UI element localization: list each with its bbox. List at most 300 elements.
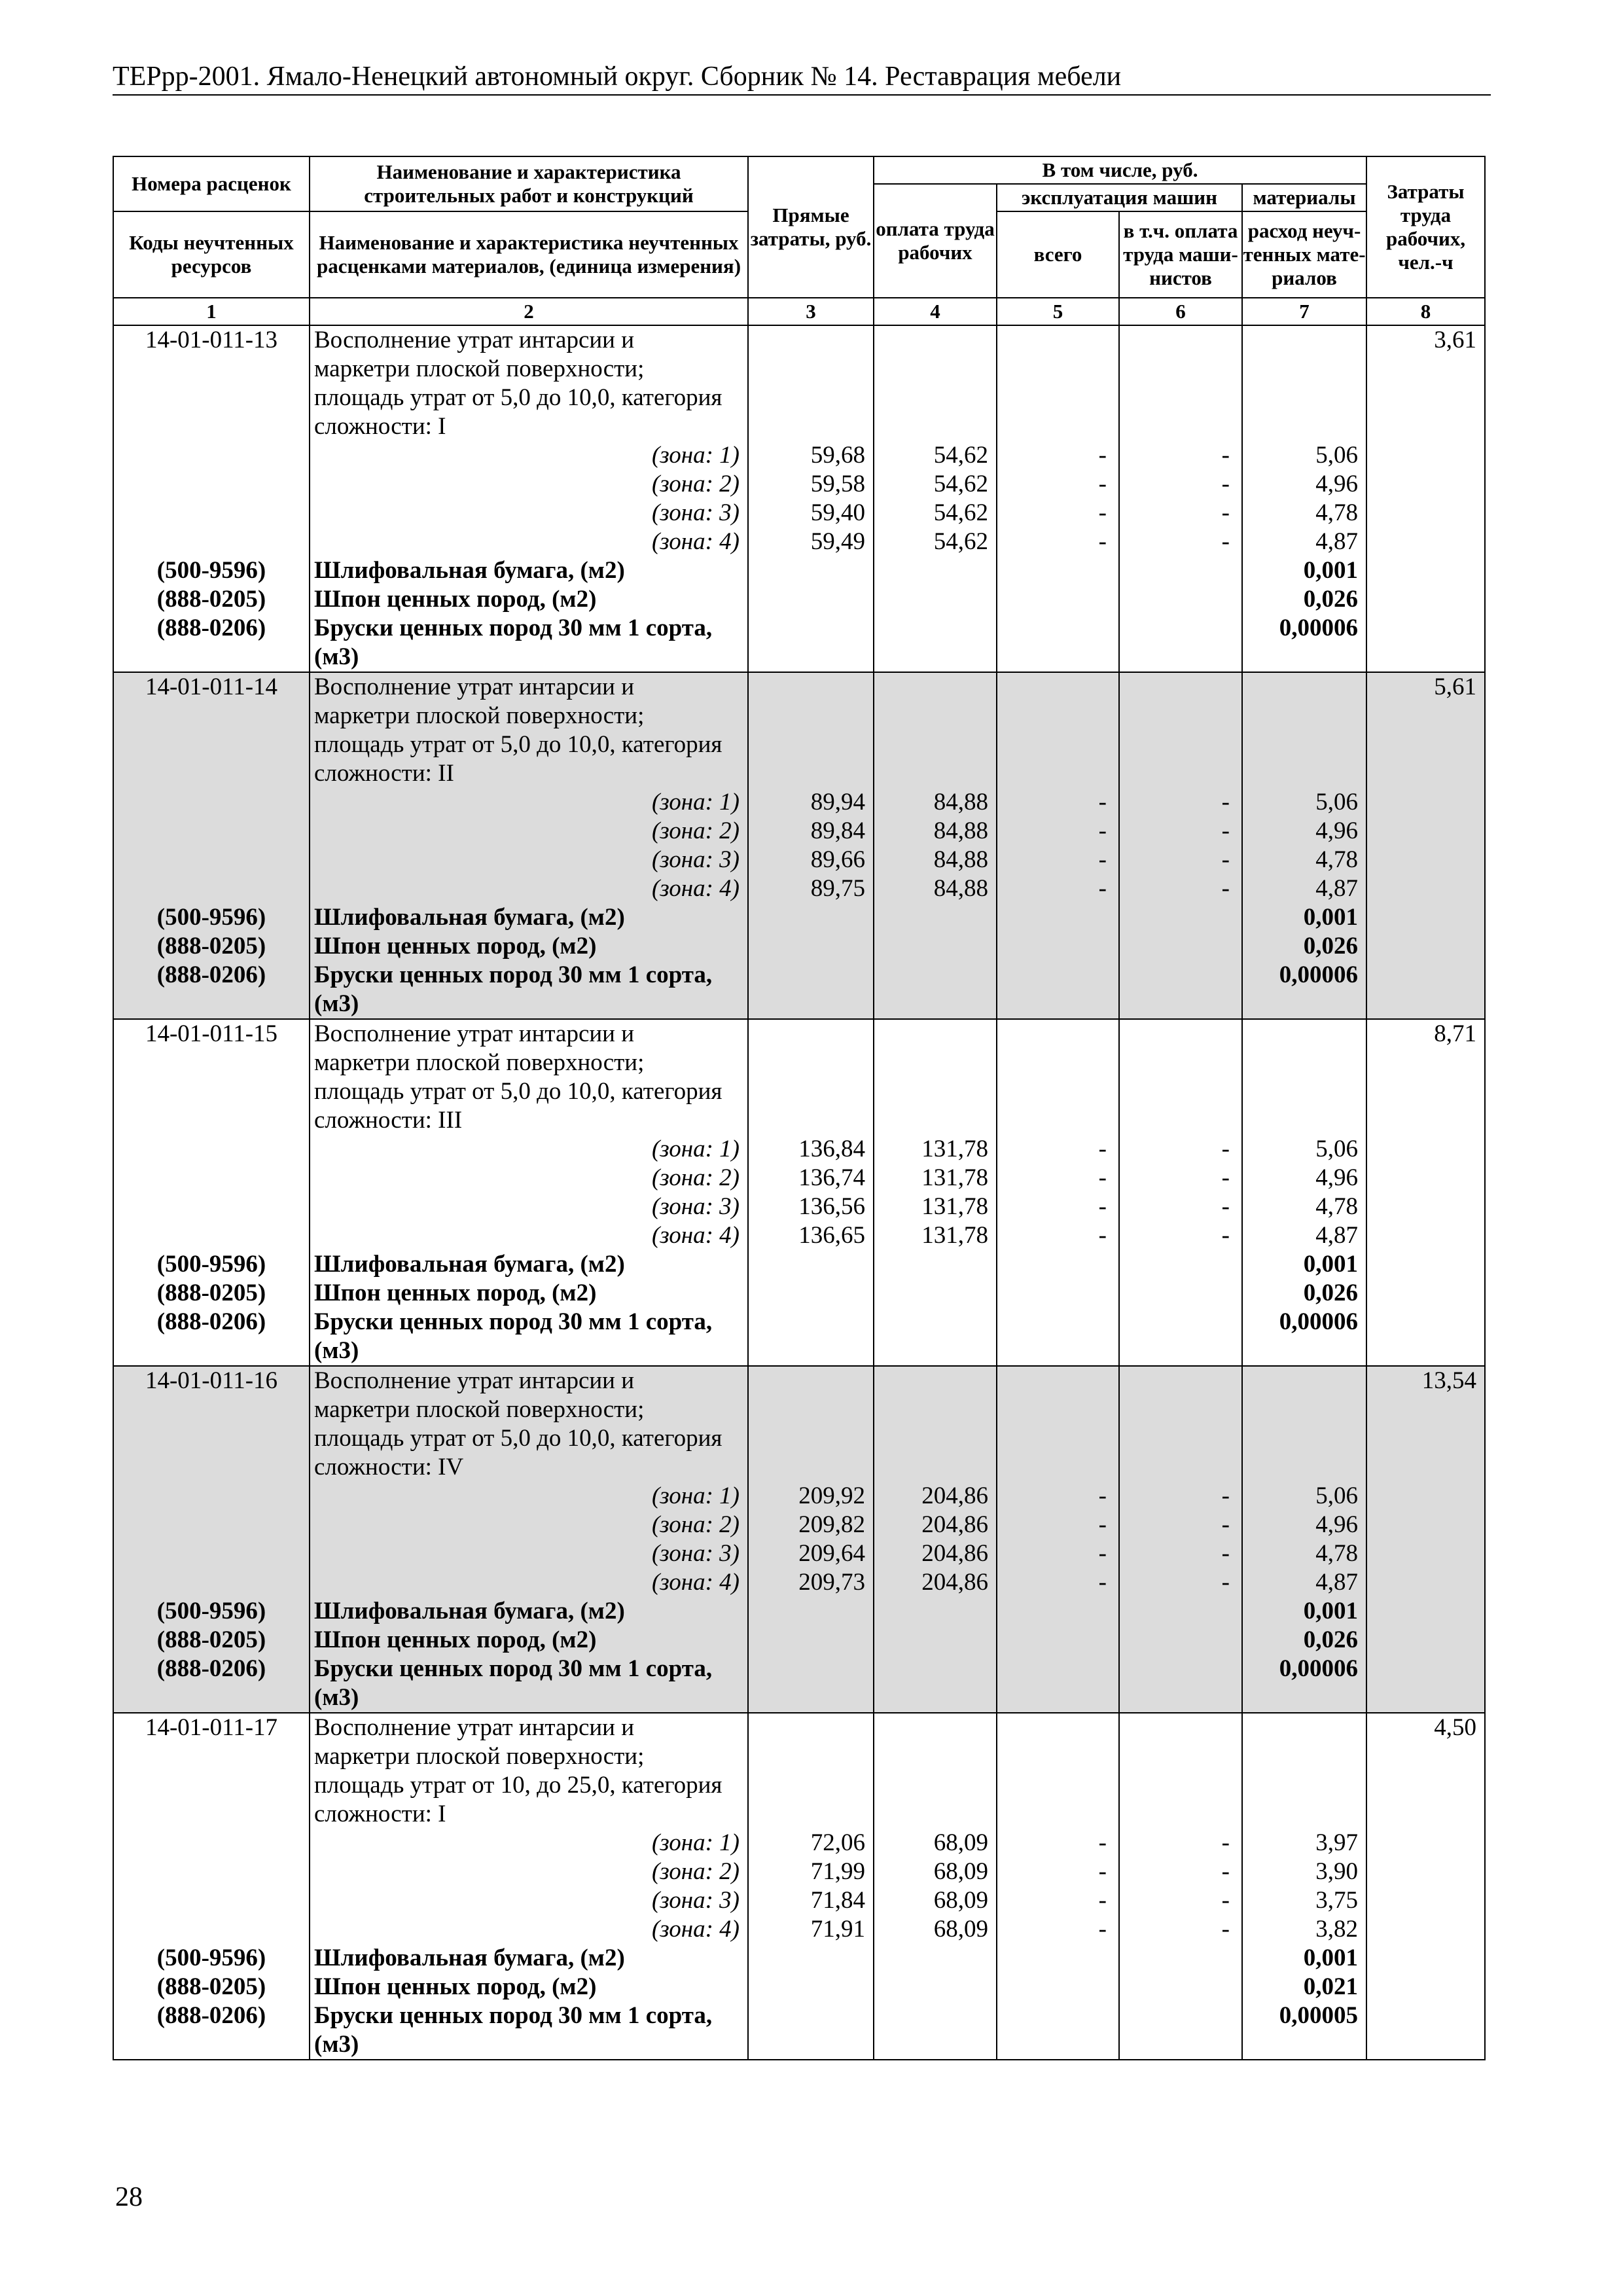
direct-costs-cell [748,1019,874,1366]
blank-line [114,846,309,874]
resource-code: (888-0206) [156,2002,266,2029]
rate-description-cell [310,672,748,1019]
blank-line [1243,1424,1366,1453]
blank-line [997,1077,1118,1106]
zone-label: (зона: 2) [651,1164,740,1191]
materials-value: 5,06 [1315,442,1359,469]
blank-line [114,1539,309,1568]
blank-line [997,1395,1118,1424]
materials-cell [1242,1366,1366,1713]
labor-pay-value: 131,78 [921,1193,988,1220]
direct-cost-value: 71,84 [810,1887,865,1914]
material-quantity: 0,00006 [1279,1655,1359,1682]
labor-pay-value: 204,86 [921,1511,988,1538]
machine-labor-value: - [1221,817,1230,844]
blank-line [1243,1106,1366,1135]
blank-line [1243,730,1366,759]
labor-pay-value: 68,09 [933,1887,988,1914]
blank-line [114,1482,309,1511]
machine-total-value: - [1098,1511,1107,1538]
machine-labor-value: - [1221,1136,1230,1162]
machine-labor-value: - [1221,1164,1230,1191]
labor-costs-cell [1366,1019,1485,1366]
blank-line [1120,702,1241,730]
machine-total-cell [997,672,1119,1019]
blank-line [1243,702,1366,730]
blank-line [1243,1800,1366,1829]
resource-code: (888-0205) [156,1973,266,2000]
blank-line [1243,1020,1366,1049]
zone-label: (зона: 4) [651,1916,740,1943]
machine-total-value: - [1098,875,1107,902]
zone-label: (зона: 3) [651,1540,740,1567]
labor-costs-value: 8,71 [1434,1020,1477,1047]
blank-line [749,702,873,730]
material-quantity: 0,001 [1303,557,1359,584]
blank-line [749,730,873,759]
materials-value: 3,75 [1315,1887,1359,1914]
blank-line [114,412,309,441]
direct-costs-cell [748,1366,874,1713]
blank-line [1120,759,1241,788]
blank-line [1243,384,1366,412]
machine-total-value: - [1098,1540,1107,1567]
machine-total-value: - [1098,1569,1107,1596]
table-header [113,156,1485,325]
machine-labor-value: - [1221,1569,1230,1596]
material-quantity: 0,00006 [1279,1308,1359,1335]
blank-line [749,384,873,412]
labor-pay-value: 68,09 [933,1829,988,1856]
material-name: Бруски ценных пород 30 мм 1 сорта, [314,961,713,988]
blank-line [1243,326,1366,355]
blank-line [1243,673,1366,702]
blank-line [997,702,1118,730]
machine-total-value: - [1098,1164,1107,1191]
machine-total-value: - [1098,1482,1107,1509]
labor-pay-value: 204,86 [921,1569,988,1596]
blank-line [874,1077,996,1106]
rate-code: 14-01-011-13 [145,327,278,353]
material-name: Шпон ценных пород, (м2) [314,1280,597,1306]
resource-code: (888-0205) [156,933,266,960]
direct-cost-value: 209,64 [798,1540,865,1567]
labor-pay-value: 54,62 [933,442,988,469]
material-name: Шпон ценных пород, (м2) [314,586,597,613]
direct-cost-value: 59,49 [810,528,865,555]
blank-line [114,441,309,470]
blank-line [874,1771,996,1800]
material-quantity: 0,001 [1303,1945,1359,1971]
labor-costs-cell [1366,672,1485,1019]
column-number: 1 [113,298,310,325]
blank-line [114,1135,309,1164]
rate-description-line: маркетри плоской поверхности; [314,1743,645,1770]
page-header-title: ТЕРрр-2001. Ямало-Ненецкий автономный округ. Сборник № 14. Реставрация мебели [113,62,1122,92]
table-body [113,325,1485,2060]
blank-line [114,1164,309,1193]
resource-code: (888-0205) [156,1626,266,1653]
rate-description-line: Восполнение утрат интарсии и [314,1020,635,1047]
blank-line [749,1742,873,1771]
machine-labor-value: - [1221,1222,1230,1249]
labor-pay-value: 54,62 [933,471,988,497]
blank-line [114,1193,309,1221]
materials-value: 4,78 [1315,1193,1359,1220]
direct-cost-value: 59,40 [810,499,865,526]
blank-line [997,1800,1118,1829]
resource-code: (888-0205) [156,1280,266,1306]
blank-line [1120,1106,1241,1135]
blank-line [1243,1395,1366,1424]
rates-table [113,156,1486,2060]
blank-line [874,1367,996,1395]
rate-entry-row [113,325,1485,672]
zone-label: (зона: 2) [651,471,740,497]
material-quantity: 0,026 [1303,933,1359,960]
machine-total-value: - [1098,528,1107,555]
zone-label: (зона: 3) [651,1887,740,1914]
material-quantity: 0,026 [1303,586,1359,613]
blank-line [874,1713,996,1742]
blank-line [874,1424,996,1453]
blank-line [1120,1049,1241,1077]
rate-code: 14-01-011-14 [145,673,278,700]
labor-pay-value: 204,86 [921,1482,988,1509]
labor-pay-value: 54,62 [933,528,988,555]
material-name: Шпон ценных пород, (м2) [314,1626,597,1653]
blank-line [114,1221,309,1250]
direct-cost-value: 59,58 [810,471,865,497]
resource-code: (500-9596) [156,557,266,584]
material-name: Бруски ценных пород 30 мм 1 сорта, [314,615,713,641]
blank-line [749,673,873,702]
rate-description-line: сложности: I [314,413,446,440]
blank-line [1120,1713,1241,1742]
direct-cost-value: 209,92 [798,1482,865,1509]
blank-line [1120,1020,1241,1049]
blank-line [997,355,1118,384]
machine-total-cell [997,1713,1119,2060]
blank-line [874,384,996,412]
direct-cost-value: 89,75 [810,875,865,902]
header-machine-operation: эксплуатация машин [997,184,1242,211]
machine-labor-value: - [1221,846,1230,873]
material-unit: (м3) [314,643,359,670]
blank-line [749,1800,873,1829]
machine-total-cell [997,1019,1119,1366]
blank-line [1243,1049,1366,1077]
blank-line [114,817,309,846]
zone-label: (зона: 2) [651,1511,740,1538]
zone-label: (зона: 4) [651,875,740,902]
machine-labor-value: - [1221,1540,1230,1567]
direct-cost-value: 136,65 [798,1222,865,1249]
header-material-name: Наименование и характеристика неучтенных расценками материалов, (единица измерения) [310,211,748,298]
blank-line [114,759,309,788]
blank-line [1243,759,1366,788]
blank-line [749,759,873,788]
machine-labor-cell [1119,325,1242,672]
blank-line [1243,1367,1366,1395]
blank-line [114,1886,309,1915]
material-name: Шлифовальная бумага, (м2) [314,557,625,584]
rate-description-line: сложности: II [314,760,454,787]
rate-code-cell [113,1366,310,1713]
resource-code: (500-9596) [156,1251,266,1278]
blank-line [114,1568,309,1597]
zone-label: (зона: 4) [651,1222,740,1249]
materials-value: 4,96 [1315,1164,1359,1191]
blank-line [749,1077,873,1106]
header-unaccounted-materials: расход неуч-тенных мате-риалов [1242,211,1366,298]
labor-pay-value: 131,78 [921,1136,988,1162]
blank-line [749,1424,873,1453]
blank-line [874,759,996,788]
blank-line [997,1424,1118,1453]
blank-line [1120,1800,1241,1829]
materials-value: 4,96 [1315,817,1359,844]
direct-cost-value: 136,84 [798,1136,865,1162]
rate-description-cell [310,1366,748,1713]
blank-line [749,326,873,355]
materials-cell [1242,1019,1366,1366]
labor-costs-value: 5,61 [1434,673,1477,700]
blank-line [1243,1077,1366,1106]
material-name: Шлифовальная бумага, (м2) [314,1945,625,1971]
direct-cost-value: 72,06 [810,1829,865,1856]
machine-total-value: - [1098,1887,1107,1914]
machine-total-value: - [1098,471,1107,497]
machine-labor-value: - [1221,471,1230,497]
rate-description-line: Восполнение утрат интарсии и [314,1367,635,1394]
materials-value: 4,96 [1315,1511,1359,1538]
blank-line [1120,730,1241,759]
direct-cost-value: 209,73 [798,1569,865,1596]
material-unit: (м3) [314,1337,359,1364]
blank-line [874,1106,996,1135]
blank-line [1120,1453,1241,1482]
blank-line [1120,1395,1241,1424]
blank-line [114,788,309,817]
labor-pay-cell [874,1713,997,2060]
labor-costs-value: 4,50 [1434,1714,1477,1741]
blank-line [749,1395,873,1424]
zone-label: (зона: 1) [651,1482,740,1509]
labor-pay-value: 84,88 [933,817,988,844]
labor-pay-value: 131,78 [921,1164,988,1191]
rate-description-cell [310,1713,748,2060]
blank-line [997,384,1118,412]
rate-description-cell [310,1019,748,1366]
rate-description-line: Восполнение утрат интарсии и [314,327,635,353]
machine-total-value: - [1098,846,1107,873]
blank-line [114,702,309,730]
blank-line [1120,384,1241,412]
header-rule [113,94,1491,96]
blank-line [1243,355,1366,384]
materials-value: 4,78 [1315,1540,1359,1567]
blank-line [114,730,309,759]
rate-code-cell [113,672,310,1019]
rate-description-line: маркетри плоской поверхности; [314,355,645,382]
page-number: 28 [115,2182,143,2212]
column-number: 3 [748,298,874,325]
blank-line [1120,1742,1241,1771]
column-number: 8 [1366,298,1485,325]
blank-line [114,1049,309,1077]
blank-line [874,1800,996,1829]
labor-costs-value: 3,61 [1434,327,1477,353]
labor-pay-value: 84,88 [933,846,988,873]
column-number: 7 [1242,298,1366,325]
materials-value: 5,06 [1315,1136,1359,1162]
direct-cost-value: 71,99 [810,1858,865,1885]
machine-labor-value: - [1221,1511,1230,1538]
header-labor-pay: оплата труда рабочих [874,184,997,298]
materials-value: 4,87 [1315,1569,1359,1596]
header-resource-codes: Коды неучтенных ресурсов [113,211,310,298]
material-name: Бруски ценных пород 30 мм 1 сорта, [314,2002,713,2029]
rate-entry-row [113,1713,1485,2060]
blank-line [114,1742,309,1771]
labor-pay-value: 54,62 [933,499,988,526]
zone-label: (зона: 3) [651,499,740,526]
header-machine-total: всего [997,211,1119,298]
column-number: 5 [997,298,1119,325]
rate-entry-row [113,672,1485,1019]
labor-pay-value: 68,09 [933,1916,988,1943]
rate-description-line: сложности: I [314,1801,446,1827]
column-number: 6 [1119,298,1242,325]
header-direct-costs: Прямые затраты, руб. [748,156,874,298]
zone-label: (зона: 1) [651,442,740,469]
blank-line [114,1800,309,1829]
blank-line [114,499,309,528]
blank-line [874,412,996,441]
header-materials: материалы [1242,184,1366,211]
labor-pay-cell [874,325,997,672]
blank-line [997,759,1118,788]
rate-description-line: площадь утрат от 5,0 до 10,0, категория [314,384,722,411]
blank-line [114,1511,309,1539]
blank-line [997,1713,1118,1742]
labor-pay-value: 204,86 [921,1540,988,1567]
direct-costs-cell [748,672,874,1019]
blank-line [114,528,309,556]
blank-line [1243,1742,1366,1771]
blank-line [874,355,996,384]
blank-line [997,1771,1118,1800]
rate-entry-row [113,1366,1485,1713]
material-name: Шлифовальная бумага, (м2) [314,1598,625,1624]
blank-line [997,412,1118,441]
blank-line [874,673,996,702]
direct-cost-value: 89,66 [810,846,865,873]
materials-value: 4,78 [1315,846,1359,873]
blank-line [1120,1424,1241,1453]
rate-code: 14-01-011-17 [145,1714,278,1741]
blank-line [874,730,996,759]
machine-labor-cell [1119,1019,1242,1366]
rate-entry-row [113,1019,1485,1366]
labor-pay-cell [874,1366,997,1713]
blank-line [114,1395,309,1424]
machine-labor-cell [1119,1366,1242,1713]
materials-cell [1242,672,1366,1019]
header-machine-labor: в т.ч. оплата труда маши-нистов [1119,211,1242,298]
blank-line [1120,412,1241,441]
column-number: 4 [874,298,997,325]
blank-line [1243,412,1366,441]
machine-labor-value: - [1221,1916,1230,1943]
blank-line [874,1453,996,1482]
rate-description-line: маркетри плоской поверхности; [314,1049,645,1076]
blank-line [114,1106,309,1135]
machine-labor-value: - [1221,1193,1230,1220]
machine-labor-value: - [1221,789,1230,816]
blank-line [997,1742,1118,1771]
blank-line [1243,1453,1366,1482]
zone-label: (зона: 2) [651,1858,740,1885]
material-name: Бруски ценных пород 30 мм 1 сорта, [314,1308,713,1335]
blank-line [997,326,1118,355]
materials-value: 4,78 [1315,499,1359,526]
blank-line [749,355,873,384]
rate-description-line: площадь утрат от 5,0 до 10,0, категория [314,1425,722,1452]
blank-line [997,730,1118,759]
materials-value: 3,90 [1315,1858,1359,1885]
material-name: Шпон ценных пород, (м2) [314,1973,597,2000]
blank-line [874,1742,996,1771]
rate-description-cell [310,325,748,672]
material-quantity: 0,00005 [1279,2002,1359,2029]
direct-costs-cell [748,1713,874,2060]
rate-code-cell [113,1019,310,1366]
direct-cost-value: 136,56 [798,1193,865,1220]
labor-pay-value: 84,88 [933,789,988,816]
direct-cost-value: 89,84 [810,817,865,844]
material-quantity: 0,001 [1303,904,1359,931]
rate-description-line: площадь утрат от 5,0 до 10,0, категория [314,731,722,758]
materials-value: 4,87 [1315,1222,1359,1249]
machine-labor-cell [1119,1713,1242,2060]
labor-costs-value: 13,54 [1421,1367,1477,1394]
materials-value: 4,87 [1315,528,1359,555]
materials-value: 4,96 [1315,471,1359,497]
blank-line [997,1049,1118,1077]
rate-description-line: Восполнение утрат интарсии и [314,1714,635,1741]
material-name: Бруски ценных пород 30 мм 1 сорта, [314,1655,713,1682]
blank-line [749,1367,873,1395]
blank-line [114,470,309,499]
blank-line [874,1049,996,1077]
labor-costs-cell [1366,1366,1485,1713]
blank-line [1243,1713,1366,1742]
blank-line [114,1077,309,1106]
blank-line [874,326,996,355]
direct-cost-value: 209,82 [798,1511,865,1538]
machine-labor-value: - [1221,1858,1230,1885]
material-quantity: 0,026 [1303,1280,1359,1306]
rate-code-cell [113,1713,310,2060]
materials-value: 5,06 [1315,789,1359,816]
resource-code: (888-0205) [156,586,266,613]
zone-label: (зона: 1) [651,789,740,816]
zone-label: (зона: 4) [651,1569,740,1596]
header-including: В том числе, руб. [874,156,1366,184]
blank-line [114,1771,309,1800]
